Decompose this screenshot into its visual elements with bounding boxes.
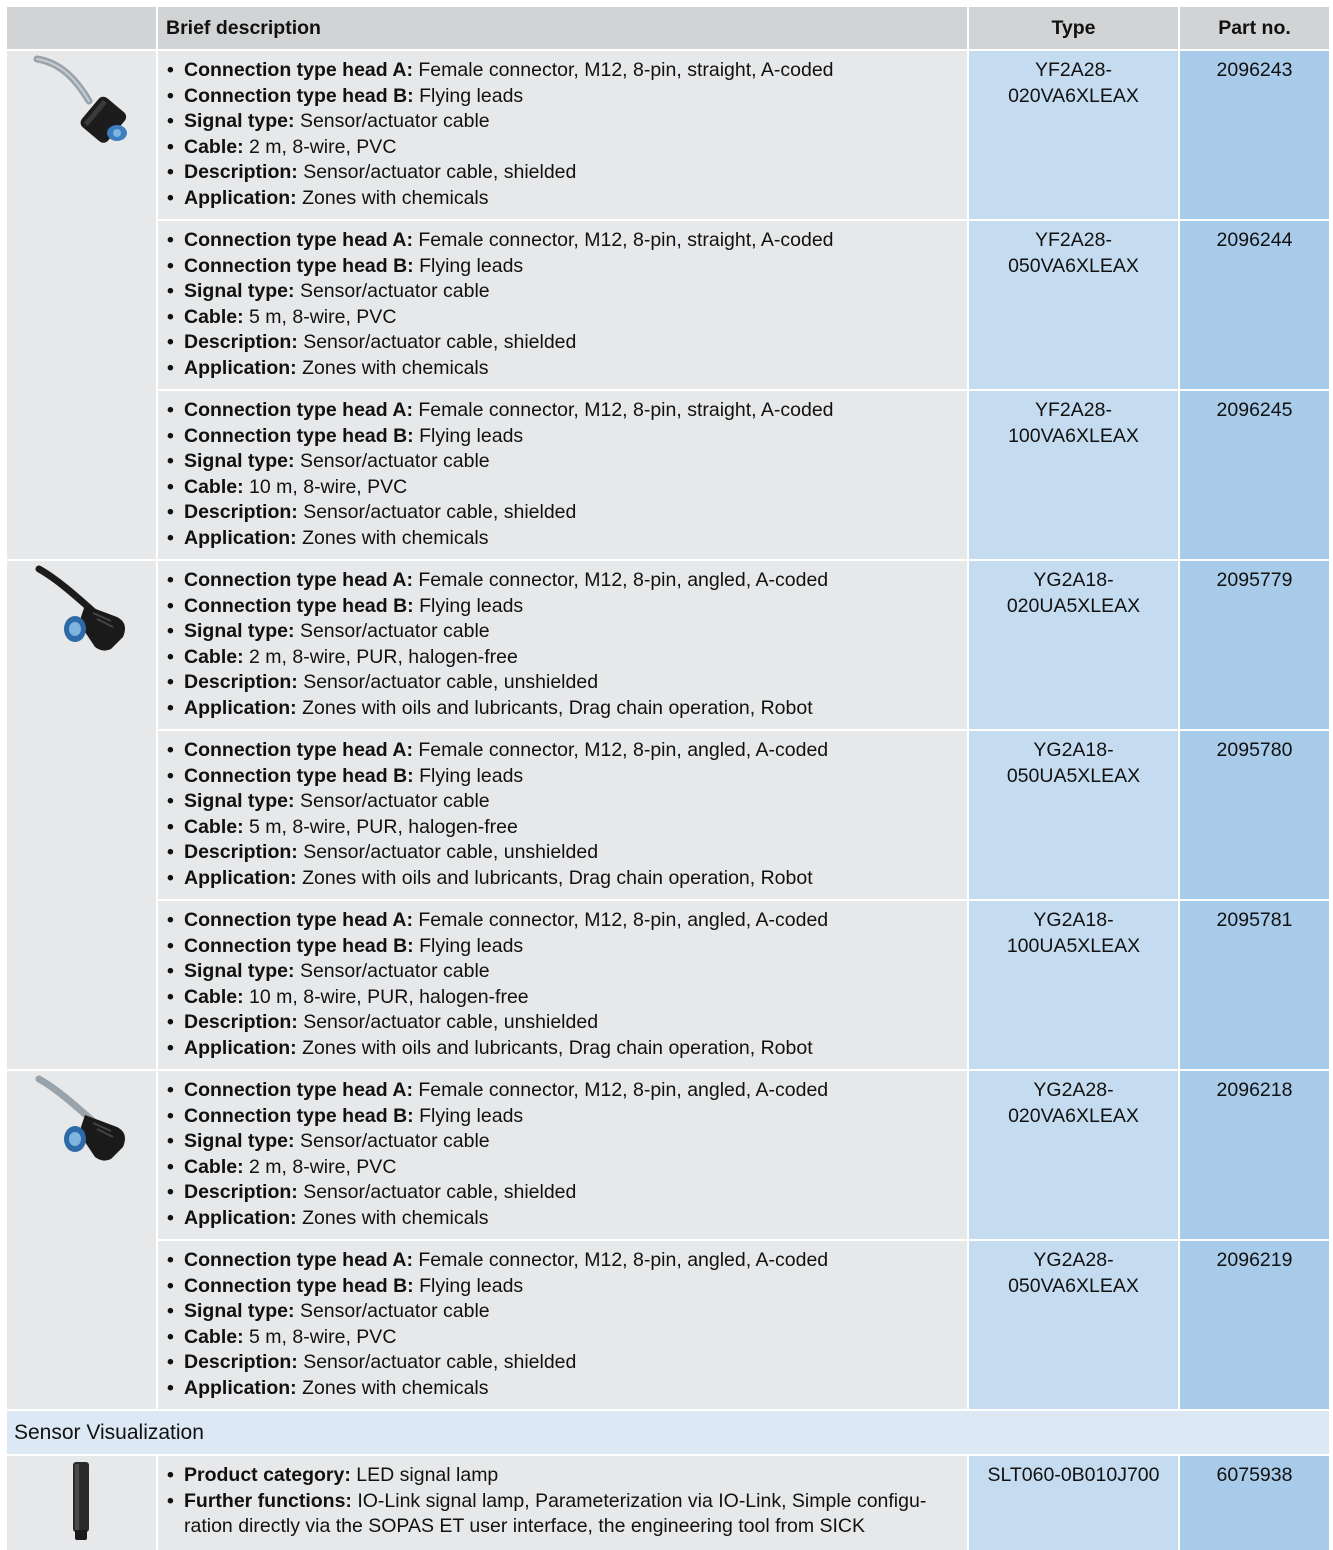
spec-head-a-value: Female connector, M12, 8-pin, angled, A-coded — [418, 739, 829, 761]
spec-description-label: Description: — [184, 1351, 298, 1374]
spec-product-category-value: LED signal lamp — [356, 1464, 499, 1486]
spec-description-label: Description: — [184, 1181, 298, 1204]
spec-further-functions-value-line2: ration directly via the SOPAS ET user interface, the engineering tool from SICK — [184, 1515, 866, 1538]
type-cell — [969, 391, 1178, 559]
spec-application-label: Application: — [184, 1036, 297, 1059]
section-wrap — [7, 1409, 1329, 1454]
spec-head-a-label: Connection type head A: — [184, 59, 413, 81]
description-cell — [158, 51, 967, 219]
section-title: Sensor Visualization — [7, 1411, 1329, 1454]
image-cell — [7, 221, 156, 389]
spec-application-value: Zones with chemicals — [302, 1206, 489, 1229]
spec-head-b-label: Connection type head B: — [184, 254, 414, 277]
spec-head-a — [166, 398, 959, 424]
spec-description-label: Description: — [184, 841, 298, 864]
spec-head-a-label: Connection type head A: — [184, 569, 413, 591]
accessories-table — [7, 7, 1329, 1550]
spec-cable — [166, 135, 959, 161]
type-code-line1: YG2A28- — [1033, 1079, 1114, 1101]
spec-signal-type — [166, 449, 959, 475]
spec-description — [166, 840, 959, 866]
spec-cable-label: Cable: — [184, 815, 244, 838]
spec-signal-type-label: Signal type: — [184, 1130, 295, 1153]
spec-head-a — [166, 1248, 959, 1274]
part-number-cell: 2095781 — [1180, 901, 1329, 1069]
spec-cable-value: 2 m, 8-wire, PVC — [249, 1155, 397, 1178]
spec-cable — [166, 815, 959, 841]
spec-description-label: Description: — [184, 161, 298, 184]
type-cell — [969, 731, 1178, 899]
spec-head-b-label: Connection type head B: — [184, 1274, 414, 1297]
spec-head-b — [166, 594, 959, 620]
table-row — [7, 731, 1329, 899]
spec-list — [166, 738, 959, 892]
spec-head-b-value: Flying leads — [419, 764, 524, 787]
spec-cable — [166, 1155, 959, 1181]
spec-application-label: Application: — [184, 1376, 297, 1399]
spec-application — [166, 866, 959, 892]
description-cell — [158, 1456, 967, 1550]
table-row — [7, 51, 1329, 219]
part-number-cell: 2096243 — [1180, 51, 1329, 219]
spec-application — [166, 186, 959, 212]
spec-head-b-label: Connection type head B: — [184, 764, 414, 787]
spec-description-value: Sensor/actuator cable, shielded — [303, 501, 577, 524]
spec-head-b — [166, 84, 959, 110]
spec-head-b-label: Connection type head B: — [184, 84, 414, 107]
type-code-line2: 020VA6XLEAX — [1008, 1104, 1139, 1127]
product-group — [7, 561, 1329, 1069]
spec-signal-type-value: Sensor/actuator cable — [299, 1130, 490, 1153]
spec-head-a — [166, 568, 959, 594]
spec-signal-type — [166, 959, 959, 985]
spec-signal-type-value: Sensor/actuator cable — [299, 450, 490, 473]
spec-head-b — [166, 764, 959, 790]
spec-cable — [166, 305, 959, 331]
product-group — [7, 1071, 1329, 1409]
spec-application-label: Application: — [184, 696, 297, 719]
spec-signal-type-value: Sensor/actuator cable — [299, 790, 490, 813]
spec-signal-type-value: Sensor/actuator cable — [299, 110, 490, 133]
description-cell — [158, 901, 967, 1069]
spec-cable-value: 5 m, 8-wire, PVC — [249, 1325, 397, 1348]
header-part-no: Part no. — [1180, 7, 1329, 49]
spec-head-b-value: Flying leads — [419, 84, 524, 107]
spec-cable — [166, 475, 959, 501]
spec-further-functions-label: Further functions: — [184, 1489, 352, 1512]
spec-cable-value: 2 m, 8-wire, PVC — [249, 135, 397, 158]
part-number-cell: 2095779 — [1180, 561, 1329, 729]
spec-head-a-value: Female connector, M12, 8-pin, straight, A-coded — [418, 229, 834, 251]
spec-application-label: Application: — [184, 186, 297, 209]
spec-description-value: Sensor/actuator cable, unshielded — [303, 1011, 599, 1034]
table-header — [7, 7, 1329, 49]
spec-application — [166, 1036, 959, 1062]
spec-cable — [166, 645, 959, 671]
spec-head-b-value: Flying leads — [419, 1274, 524, 1297]
spec-head-b-value: Flying leads — [419, 594, 524, 617]
spec-application-label: Application: — [184, 356, 297, 379]
spec-description-value: Sensor/actuator cable, shielded — [303, 1351, 577, 1374]
spec-application-value: Zones with chemicals — [302, 356, 489, 379]
part-number-cell: 2095780 — [1180, 731, 1329, 899]
spec-application-value: Zones with chemicals — [302, 526, 489, 549]
image-cell — [7, 731, 156, 899]
spec-head-a-label: Connection type head A: — [184, 739, 413, 761]
image-cell — [7, 901, 156, 1069]
spec-head-a-value: Female connector, M12, 8-pin, straight, A-coded — [418, 59, 834, 81]
image-cell — [7, 561, 156, 729]
spec-list — [166, 1078, 959, 1232]
spec-cable-value: 2 m, 8-wire, PUR, halogen-free — [249, 645, 518, 668]
spec-signal-type — [166, 789, 959, 815]
spec-head-a-label: Connection type head A: — [184, 229, 413, 251]
spec-head-b — [166, 934, 959, 960]
type-code-line2: 050VA6XLEAX — [1008, 1274, 1139, 1297]
type-cell — [969, 51, 1178, 219]
spec-head-b-value: Flying leads — [419, 254, 524, 277]
spec-cable-value: 10 m, 8-wire, PUR, halogen-free — [249, 985, 529, 1008]
spec-further-functions — [166, 1489, 959, 1540]
type-cell — [969, 561, 1178, 729]
type-code-line2: 020VA6XLEAX — [1008, 84, 1139, 107]
type-code-line2: 050UA5XLEAX — [1006, 764, 1141, 787]
type-code-line1: YG2A28- — [1033, 1249, 1114, 1271]
spec-list — [166, 1463, 959, 1540]
description-cell — [158, 731, 967, 899]
spec-cable-label: Cable: — [184, 135, 244, 158]
spec-signal-type-label: Signal type: — [184, 620, 295, 643]
image-cell — [7, 1241, 156, 1409]
spec-description-value: Sensor/actuator cable, shielded — [303, 1181, 577, 1204]
spec-cable-value: 10 m, 8-wire, PVC — [249, 475, 408, 498]
spec-cable-label: Cable: — [184, 645, 244, 668]
description-cell — [158, 1241, 967, 1409]
table-body — [7, 49, 1329, 1550]
spec-description-label: Description: — [184, 671, 298, 694]
type-code-line1: YG2A18- — [1033, 569, 1114, 591]
led-signal-lamp-icon — [7, 1456, 156, 1550]
header-image-cell — [7, 7, 156, 49]
type-code-line1: YF2A28- — [1035, 59, 1112, 81]
image-cell — [7, 1456, 156, 1550]
spec-list — [166, 908, 959, 1062]
spec-description — [166, 500, 959, 526]
spec-description-value: Sensor/actuator cable, unshielded — [303, 671, 599, 694]
part-number-cell: 2096219 — [1180, 1241, 1329, 1409]
spec-further-functions-value-line1: IO-Link signal lamp, Parameterization via IO-Link, Simple configu- — [357, 1489, 927, 1512]
spec-head-a-value: Female connector, M12, 8-pin, angled, A-coded — [418, 569, 829, 591]
spec-head-b-label: Connection type head B: — [184, 1104, 414, 1127]
description-cell — [158, 561, 967, 729]
spec-head-a-value: Female connector, M12, 8-pin, angled, A-coded — [418, 909, 829, 931]
spec-signal-type — [166, 619, 959, 645]
spec-list — [166, 1248, 959, 1402]
spec-cable-value: 5 m, 8-wire, PUR, halogen-free — [249, 815, 518, 838]
spec-application — [166, 1206, 959, 1232]
straight-female-connector-grey-cable-icon — [7, 51, 156, 151]
type-cell — [969, 1241, 1178, 1409]
spec-head-a-value: Female connector, M12, 8-pin, angled, A-coded — [418, 1079, 829, 1101]
spec-signal-type-label: Signal type: — [184, 110, 295, 133]
spec-list — [166, 58, 959, 212]
spec-signal-type — [166, 1299, 959, 1325]
spec-signal-type-label: Signal type: — [184, 1300, 295, 1323]
spec-cable-label: Cable: — [184, 1325, 244, 1348]
spec-signal-type-label: Signal type: — [184, 280, 295, 303]
spec-application — [166, 696, 959, 722]
image-cell — [7, 1071, 156, 1239]
header-type: Type — [969, 7, 1178, 49]
spec-application — [166, 356, 959, 382]
spec-head-a-value: Female connector, M12, 8-pin, straight, A-coded — [418, 399, 834, 421]
description-cell — [158, 391, 967, 559]
spec-signal-type-value: Sensor/actuator cable — [299, 620, 490, 643]
spec-head-b-value: Flying leads — [419, 424, 524, 447]
spec-description-value: Sensor/actuator cable, unshielded — [303, 841, 599, 864]
table-row — [7, 221, 1329, 389]
spec-application — [166, 526, 959, 552]
spec-cable-label: Cable: — [184, 305, 244, 328]
spec-application-value: Zones with chemicals — [302, 1376, 489, 1399]
type-cell — [969, 901, 1178, 1069]
part-number-cell: 6075938 — [1180, 1456, 1329, 1550]
type-cell: SLT060-0B010J700 — [969, 1456, 1178, 1550]
spec-list — [166, 228, 959, 382]
spec-description-label: Description: — [184, 331, 298, 354]
spec-signal-type-label: Signal type: — [184, 450, 295, 473]
type-code-line2: 020UA5XLEAX — [1006, 594, 1141, 617]
image-cell — [7, 51, 156, 219]
spec-description — [166, 1010, 959, 1036]
spec-signal-type-value: Sensor/actuator cable — [299, 1300, 490, 1323]
spec-signal-type-label: Signal type: — [184, 790, 295, 813]
spec-signal-type — [166, 279, 959, 305]
spec-description — [166, 1350, 959, 1376]
spec-signal-type-value: Sensor/actuator cable — [299, 960, 490, 983]
spec-head-a-label: Connection type head A: — [184, 909, 413, 931]
spec-cable-label: Cable: — [184, 1155, 244, 1178]
spec-head-a-label: Connection type head A: — [184, 1079, 413, 1101]
spec-description-label: Description: — [184, 501, 298, 524]
spec-cable-value: 5 m, 8-wire, PVC — [249, 305, 397, 328]
spec-application-value: Zones with oils and lubricants, Drag chain operation, Robot — [302, 696, 813, 719]
type-code-line1: YG2A18- — [1033, 739, 1114, 761]
part-number-cell: 2096244 — [1180, 221, 1329, 389]
type-code-line2: 050VA6XLEAX — [1008, 254, 1139, 277]
spec-head-a — [166, 908, 959, 934]
table-row — [7, 1456, 1329, 1550]
table-row — [7, 1071, 1329, 1239]
spec-signal-type-value: Sensor/actuator cable — [299, 280, 490, 303]
spec-head-a-label: Connection type head A: — [184, 1249, 413, 1271]
type-code-line1: YF2A28- — [1035, 229, 1112, 251]
spec-cable — [166, 985, 959, 1011]
spec-description-value: Sensor/actuator cable, shielded — [303, 331, 577, 354]
spec-application-value: Zones with oils and lubricants, Drag chain operation, Robot — [302, 866, 813, 889]
spec-head-b-label: Connection type head B: — [184, 934, 414, 957]
spec-list — [166, 398, 959, 552]
spec-description-value: Sensor/actuator cable, shielded — [303, 161, 577, 184]
type-cell — [969, 221, 1178, 389]
spec-head-b-label: Connection type head B: — [184, 424, 414, 447]
spec-signal-type — [166, 109, 959, 135]
spec-application-value: Zones with chemicals — [302, 186, 489, 209]
spec-head-b-value: Flying leads — [419, 934, 524, 957]
spec-cable-label: Cable: — [184, 985, 244, 1008]
part-number-cell: 2096245 — [1180, 391, 1329, 559]
description-cell — [158, 1071, 967, 1239]
table-row — [7, 901, 1329, 1069]
spec-cable-label: Cable: — [184, 475, 244, 498]
part-number-cell: 2096218 — [1180, 1071, 1329, 1239]
spec-head-b — [166, 254, 959, 280]
table-row — [7, 1241, 1329, 1409]
spec-head-b-label: Connection type head B: — [184, 594, 414, 617]
spec-head-b — [166, 424, 959, 450]
spec-head-b — [166, 1274, 959, 1300]
spec-application — [166, 1376, 959, 1402]
type-code-line1: YG2A18- — [1033, 909, 1114, 931]
angled-female-connector-black-cable-icon — [7, 561, 156, 661]
spec-signal-type-label: Signal type: — [184, 960, 295, 983]
type-code-line2: 100UA5XLEAX — [1006, 934, 1141, 957]
spec-head-b-value: Flying leads — [419, 1104, 524, 1127]
spec-description — [166, 670, 959, 696]
angled-female-connector-grey-cable-icon — [7, 1071, 156, 1171]
table-row — [7, 561, 1329, 729]
spec-application-label: Application: — [184, 866, 297, 889]
type-cell — [969, 1071, 1178, 1239]
spec-signal-type — [166, 1129, 959, 1155]
spec-head-b — [166, 1104, 959, 1130]
spec-product-category-label: Product category: — [184, 1464, 351, 1486]
spec-description-label: Description: — [184, 1011, 298, 1034]
description-cell — [158, 221, 967, 389]
spec-head-a-value: Female connector, M12, 8-pin, angled, A-coded — [418, 1249, 829, 1271]
spec-product-category — [166, 1463, 959, 1489]
spec-application-value: Zones with oils and lubricants, Drag chain operation, Robot — [302, 1036, 813, 1059]
spec-cable — [166, 1325, 959, 1351]
header-brief-description: Brief description — [158, 7, 967, 49]
spec-head-a — [166, 228, 959, 254]
type-code-line2: 100VA6XLEAX — [1008, 424, 1139, 447]
spec-application-label: Application: — [184, 1206, 297, 1229]
spec-head-a — [166, 738, 959, 764]
type-code-line1: YF2A28- — [1035, 399, 1112, 421]
spec-description — [166, 160, 959, 186]
spec-head-a-label: Connection type head A: — [184, 399, 413, 421]
spec-application-label: Application: — [184, 526, 297, 549]
product-group — [7, 51, 1329, 559]
table-row — [7, 391, 1329, 559]
spec-list — [166, 568, 959, 722]
spec-description — [166, 1180, 959, 1206]
spec-description — [166, 330, 959, 356]
spec-head-a — [166, 58, 959, 84]
image-cell — [7, 391, 156, 559]
spec-head-a — [166, 1078, 959, 1104]
